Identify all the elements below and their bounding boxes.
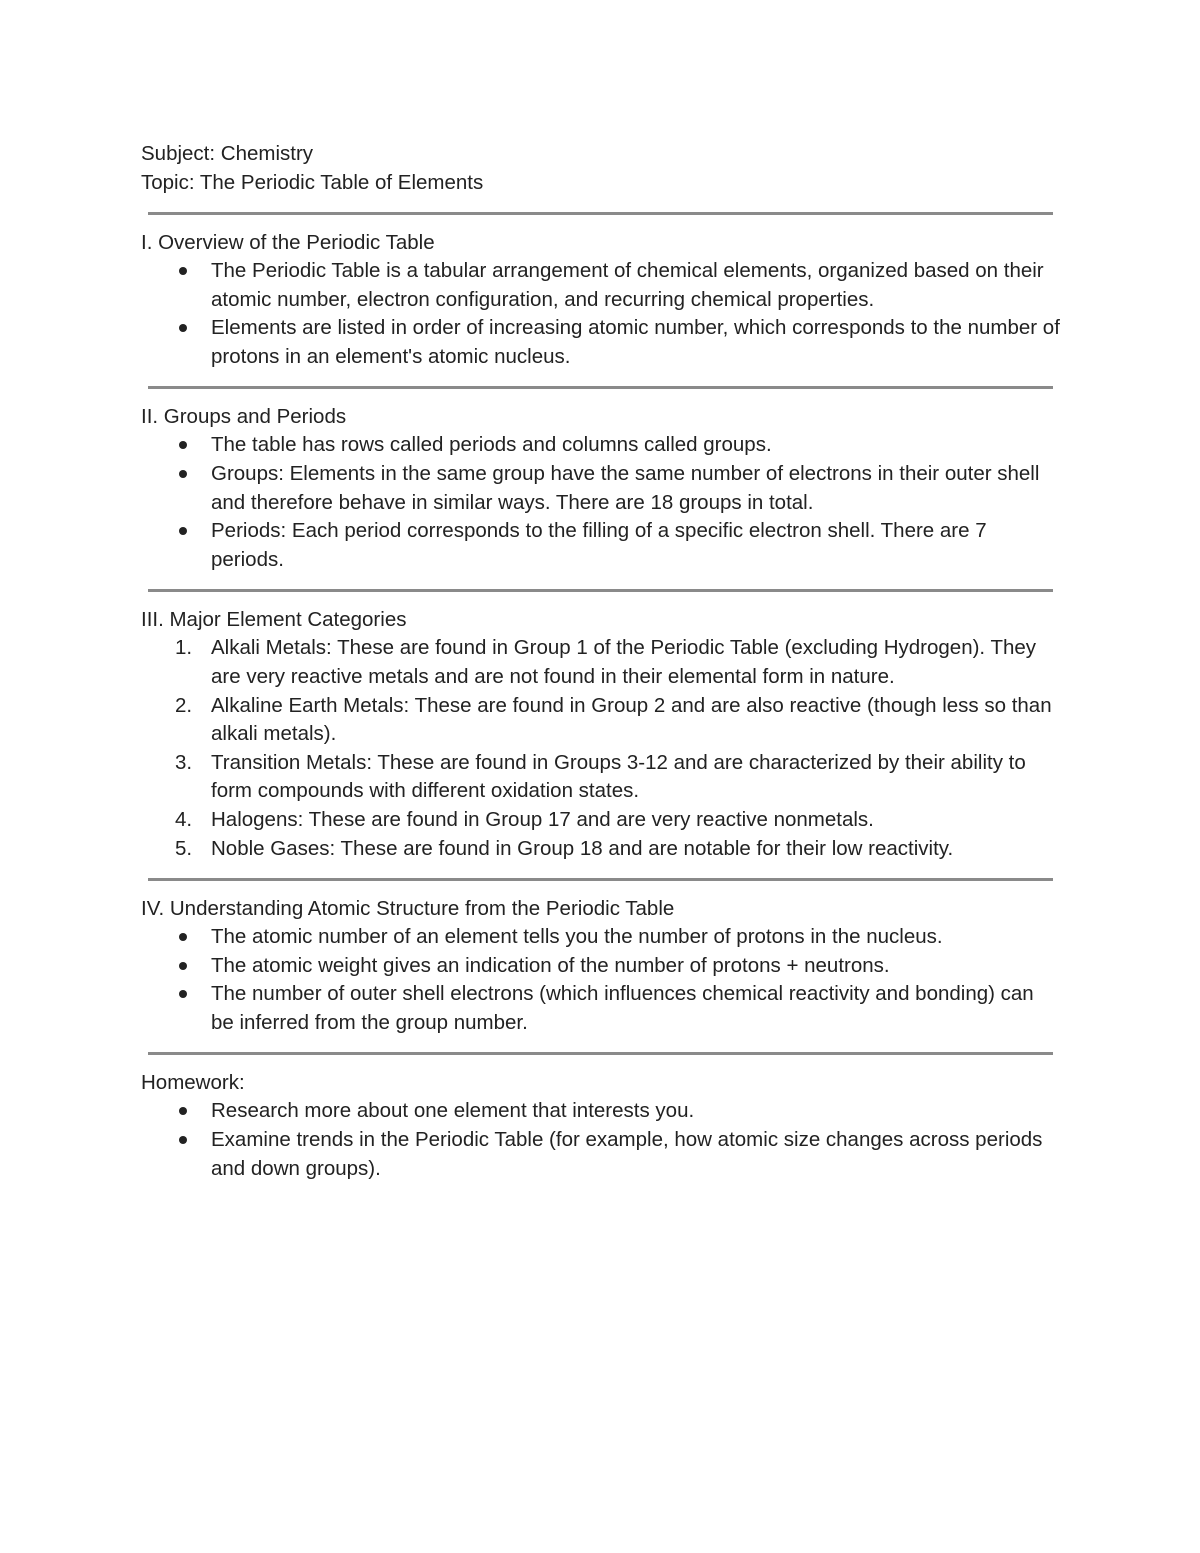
bullet-list <box>141 1097 1061 1183</box>
section-divider <box>148 386 1053 389</box>
list-item-text: Examine trends in the Periodic Table (for example, how atomic size changes across periods and down groups). <box>211 1128 1043 1180</box>
list-item <box>141 749 1061 806</box>
section-heading: Homework: <box>141 1071 245 1095</box>
list-item <box>141 923 1061 952</box>
bullet-icon <box>179 324 187 332</box>
bullet-icon <box>179 962 187 970</box>
list-number: 1. <box>175 636 193 660</box>
list-item <box>141 431 1061 460</box>
section-divider <box>148 212 1053 215</box>
list-item <box>141 257 1061 314</box>
list-item-text: Alkaline Earth Metals: These are found in Group 2 and are also reactive (though less so than alkali metals). <box>211 693 1052 746</box>
list-item <box>141 1126 1061 1183</box>
bullet-icon <box>179 1136 187 1144</box>
section-heading: IV. Understanding Atomic Structure from the Periodic Table <box>141 897 675 921</box>
bullet-list <box>141 257 1061 371</box>
list-number: 2. <box>175 693 193 717</box>
list-item-text: Halogens: These are found in Group 17 and are very reactive nonmetals. <box>211 807 874 831</box>
list-item <box>141 517 1061 574</box>
section-homework <box>141 1068 1061 1183</box>
section-divider <box>148 1052 1053 1055</box>
section-element-categories <box>141 605 1061 863</box>
section-groups-periods <box>141 402 1061 574</box>
subject-line: Subject: Chemistry <box>141 142 314 165</box>
section-heading: III. Major Element Categories <box>141 608 407 632</box>
list-item-text: The Periodic Table is a tabular arrangement of chemical elements, organized based on their atomic number, electron configuration, and recurring chemical properties. <box>211 259 1044 311</box>
section-divider <box>148 878 1053 881</box>
bullet-icon <box>179 441 187 449</box>
numbered-list <box>141 634 1061 863</box>
bullet-list <box>141 431 1061 574</box>
bullet-icon <box>179 1107 187 1115</box>
list-item-text: Groups: Elements in the same group have the same number of electrons in their outer shell and therefore behave in similar ways. There are 18 groups in total. <box>211 461 1040 514</box>
list-item <box>141 634 1061 691</box>
list-item-text: The atomic number of an element tells you the number of protons in the nucleus. <box>211 925 943 949</box>
topic-line: Topic: The Periodic Table of Elements <box>141 171 484 194</box>
list-item <box>141 835 1061 864</box>
bullet-icon <box>179 267 187 275</box>
list-item <box>141 460 1061 517</box>
list-item-text: Alkali Metals: These are found in Group 1 of the Periodic Table (excluding Hydrogen). They are very reactive metals and are not found in their elemental form in nature. <box>211 636 1037 688</box>
section-divider <box>148 589 1053 592</box>
section-heading: II. Groups and Periods <box>141 405 347 429</box>
list-item <box>141 806 1061 835</box>
section-atomic-structure <box>141 894 1061 1037</box>
list-item-text: Periods: Each period corresponds to the filling of a specific electron shell. There are 7 periods. <box>211 519 987 571</box>
list-item-text: Transition Metals: These are found in Groups 3-12 and are characterized by their ability to form compounds with different oxidation states. <box>211 750 1026 803</box>
section-overview <box>141 228 1061 371</box>
list-item <box>141 314 1061 371</box>
list-item-text: Noble Gases: These are found in Group 18 and are notable for their low reactivity. <box>211 836 954 860</box>
bullet-list <box>141 923 1061 1037</box>
list-item-text: The atomic weight gives an indication of the number of protons + neutrons. <box>211 953 890 977</box>
list-item <box>141 692 1061 749</box>
list-item-text: The table has rows called periods and columns called groups. <box>211 433 772 457</box>
list-item-text: Elements are listed in order of increasing atomic number, which corresponds to the number of protons in an element's atomic nucleus. <box>211 316 1060 368</box>
list-item <box>141 1097 1061 1126</box>
list-number: 4. <box>175 807 193 831</box>
bullet-icon <box>179 470 187 478</box>
bullet-icon <box>179 527 187 535</box>
list-number: 3. <box>175 750 193 774</box>
lesson-notes <box>141 139 1061 1183</box>
list-item-text: Research more about one element that interests you. <box>211 1099 695 1123</box>
section-heading: I. Overview of the Periodic Table <box>141 231 435 254</box>
list-number: 5. <box>175 836 193 860</box>
list-item-text: The number of outer shell electrons (which influences chemical reactivity and bonding) can be inferred from the group number. <box>211 982 1034 1034</box>
list-item <box>141 952 1061 981</box>
bullet-icon <box>179 933 187 941</box>
list-item <box>141 980 1061 1037</box>
bullet-icon <box>179 990 187 998</box>
